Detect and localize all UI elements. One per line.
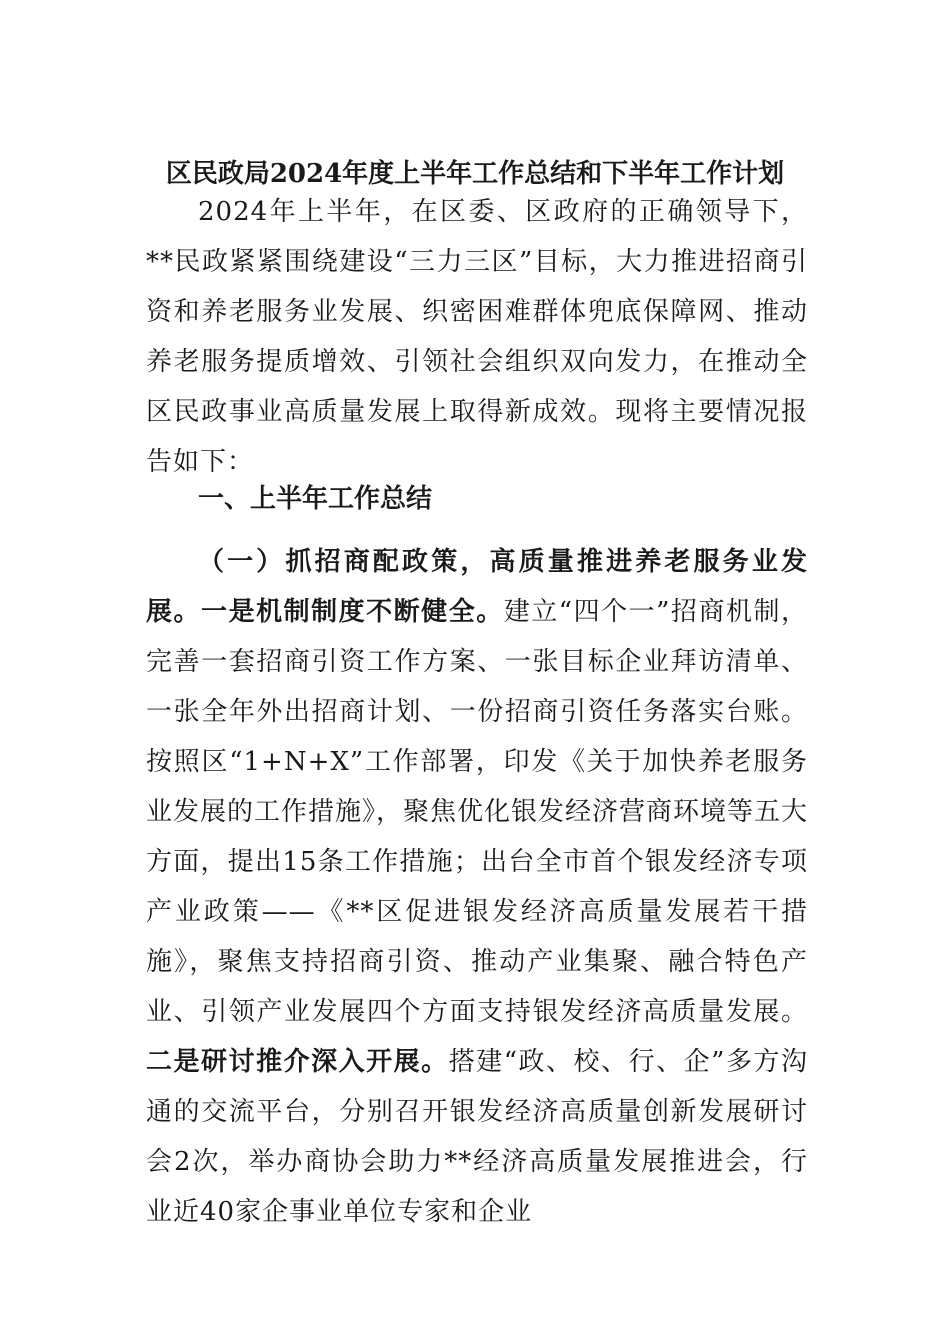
point-text: 建立“四个一”招商机制，完善一套招商引资工作方案、一张目标企业拜访清单、一张全年外出招商计划、一份招商引资任务落实台账。按照区“1+N+X”工作部署，印发《关于加快养老服务业发展的工作措施》，聚焦优化银发经济营商环境等五大方面，提出15条工作措施；出台全市首个银发经济专项产业政策——《**区促进银发经济高质量发展若干措施》，聚焦支持招商引资、推动产业集聚、融合特色产业、引领产业发展四个方面支持银发经济高质量发展。	[146, 597, 809, 1027]
body-paragraph	[146, 537, 808, 1237]
section-heading: 一、上半年工作总结	[198, 484, 433, 514]
subsection-heading: （一）抓招商配政策，高质量推进养老服务业发展。	[146, 547, 808, 627]
point-text: 搭建“政、校、行、企”多方沟通的交流平台，分别召开银发经济高质量创新发展研讨会2次，举办商协会助力**经济高质量发展推进会，行业近40家企事业单位专家和企业	[146, 1047, 808, 1227]
document-title: 区民政局2024年度上半年工作总结和下半年工作计划	[165, 159, 785, 189]
point-label: 一是机制制度不断健全。	[201, 597, 504, 627]
intro-paragraph: 2024年上半年，在区委、区政府的正确领导下，**民政紧紧围绕建设“三力三区”目标，大力推进招商引资和养老服务业发展、织密困难群体兜底保障网、推动养老服务提质增效、引领社会组织双向发力，在推动全区民政事业高质量发展上取得新成效。现将主要情况报告如下：	[146, 197, 808, 477]
point-label: 二是研讨推介深入开展。	[146, 1047, 449, 1077]
